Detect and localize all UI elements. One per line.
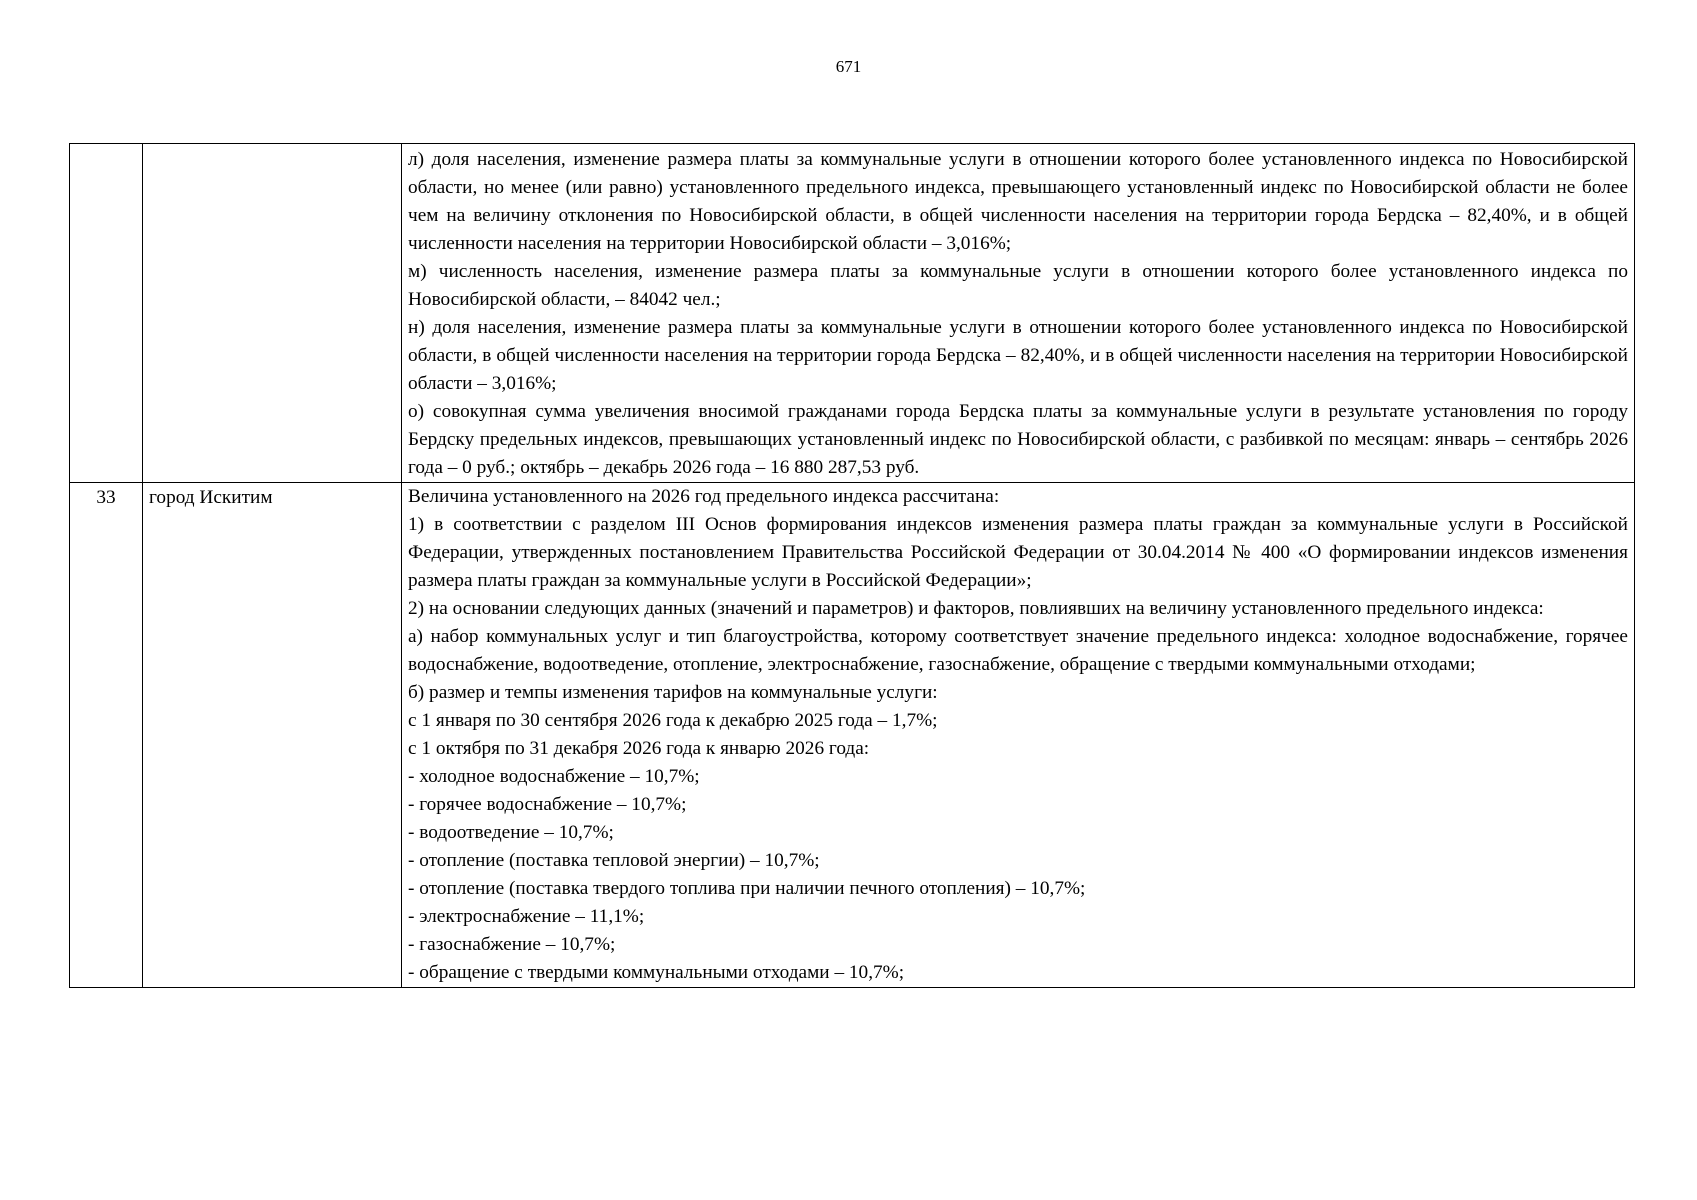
tariff-cold-water: - холодное водоснабжение – 10,7%; <box>408 766 700 787</box>
table-row <box>70 144 1635 483</box>
row-number-cell <box>70 144 143 483</box>
paragraph-m: м) численность населения, изменение размера платы за коммунальные услуги в отношении которого более установленного индекса по Новосибирской области, – 84042 чел.; <box>408 261 1628 310</box>
tariff-period-2: с 1 октября по 31 декабря 2026 года к январю 2026 года: <box>408 738 870 759</box>
tariff-waste: - обращение с твердыми коммунальными отходами – 10,7%; <box>408 962 905 983</box>
paragraph-intro: Величина установленного на 2026 год предельного индекса рассчитана: <box>408 486 1000 507</box>
municipality-cell <box>143 144 402 483</box>
tariff-sewerage: - водоотведение – 10,7%; <box>408 822 614 843</box>
table-row <box>70 483 1635 988</box>
tariff-electricity: - электроснабжение – 11,1%; <box>408 906 645 927</box>
tariff-solid-fuel: - отопление (поставка твердого топлива при наличии печного отопления) – 10,7%; <box>408 878 1086 899</box>
page-number: 671 <box>835 57 862 76</box>
row-number-cell: 33 <box>70 483 143 988</box>
paragraph-l: л) доля населения, изменение размера платы за коммунальные услуги в отношении которого более установленного индекса по Новосибирской области, но менее (или равно) установленного предельного индекса, превышающего установленный индекс по Новосибирской области не более чем на величину отклонения по Новосибирской области, в общей численности населения на территории города Бердска – 82,40%, и в общей численности населения на территории Новосибирской области – 3,016%; <box>408 149 1628 254</box>
paragraph-o: о) совокупная сумма увеличения вносимой гражданами города Бердска платы за коммунальные услуги в результате установления по городу Бердску предельных индексов, превышающих установленный индекс по Новосибирской области, с разбивкой по месяцам: январь – сентябрь 2026 года – 0 руб.; октябрь – декабрь 2026 года – 16 880 287,53 руб. <box>408 401 1628 478</box>
paragraph-a: а) набор коммунальных услуг и тип благоустройства, которому соответствует значение предельного индекса: холодное водоснабжение, горячее водоснабжение, водоотведение, отопление, электроснабжение, газоснабжение, обращение с твердыми коммунальными отходами; <box>408 626 1628 675</box>
description-cell <box>402 483 1635 988</box>
paragraph-b: б) размер и темпы изменения тарифов на коммунальные услуги: <box>408 682 938 703</box>
tariff-hot-water: - горячее водоснабжение – 10,7%; <box>408 794 687 815</box>
paragraph-n: н) доля населения, изменение размера платы за коммунальные услуги в отношении которого более установленного индекса по Новосибирской области, в общей численности населения на территории города Бердска – 82,40%, и в общей численности населения на территории Новосибирской области – 3,016%; <box>408 317 1628 394</box>
tariff-gas: - газоснабжение – 10,7%; <box>408 934 616 955</box>
tariff-period-1: с 1 января по 30 сентября 2026 года к декабрю 2025 года – 1,7%; <box>408 710 938 731</box>
tariff-heating: - отопление (поставка тепловой энергии) – 10,7%; <box>408 850 820 871</box>
municipality-cell: город Искитим <box>143 483 402 988</box>
data-table <box>69 143 1635 988</box>
paragraph-2: 2) на основании следующих данных (значений и параметров) и факторов, повлиявших на величину установленного предельного индекса: <box>408 598 1544 619</box>
paragraph-1: 1) в соответствии с разделом III Основ формирования индексов изменения размера платы граждан за коммунальные услуги в Российской Федерации, утвержденных постановлением Правительства Российской Федерации от 30.04.2014 № 400 «О формировании индексов изменения размера платы граждан за коммунальные услуги в Российской Федерации»; <box>408 514 1628 591</box>
description-cell <box>402 144 1635 483</box>
